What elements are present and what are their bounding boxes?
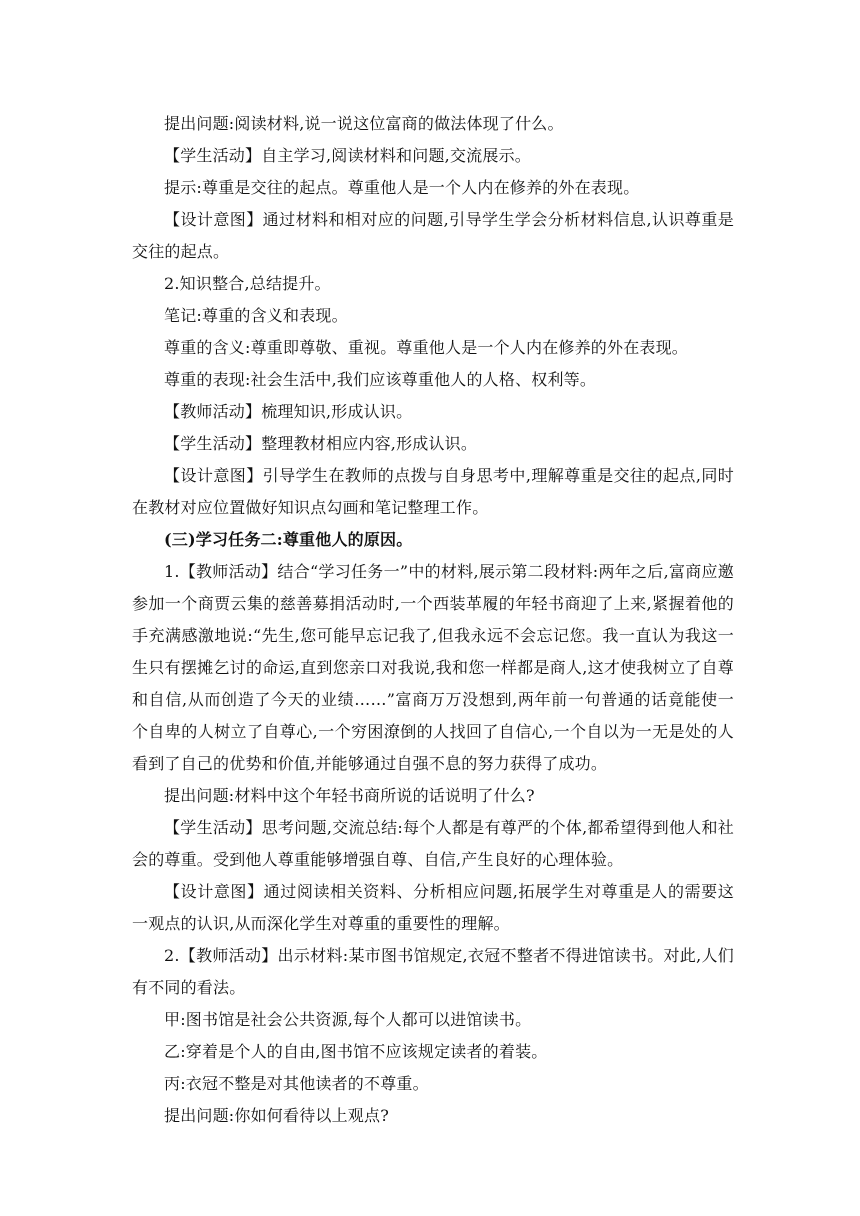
paragraph-teacher-activity-material: 1.【教师活动】结合“学习任务一”中的材料,展示第二段材料:两年之后,富商应邀参加一个商贾云集的慈善募捐活动时,一个西装革履的年轻书商迎了上来,紧握着他的手充满感激地说:“先生,您可能早忘记我了,但我永远不会忘记您。我一直认为我这一生只有摆摊乞讨的命运,直到您亲口对我说,我和您一样都是商人,这才使我树立了自尊和自信,从而创造了今天的业绩……”富商万万没想到,两年前一句普通的话竟能使一个自卑的人树立了自尊心,一个穷困潦倒的人找回了自信心,一个自以为一无是处的人看到了自己的优势和价值,并能够通过自强不息的努力获得了成功。	[132, 562, 734, 773]
paragraph-notes: 笔记:尊重的含义和表现。	[164, 306, 348, 325]
paragraph-question-2: 提出问题:材料中这个年轻书商所说的话说明了什么?	[164, 786, 535, 805]
document-body	[132, 108, 734, 1132]
paragraph-design-intent-1: 【设计意图】通过材料和相对应的问题,引导学生学会分析材料信息,认识尊重是交往的起点。	[132, 210, 734, 261]
paragraph-knowledge-integration: 2.知识整合,总结提升。	[164, 274, 331, 293]
paragraph-question-3: 提出问题:你如何看待以上观点?	[164, 1106, 389, 1125]
paragraph-student-activity-1: 【学生活动】自主学习,阅读材料和问题,交流展示。	[164, 146, 531, 165]
paragraph-meaning-of-respect: 尊重的含义:尊重即尊敬、重视。尊重他人是一个人内在修养的外在表现。	[164, 338, 688, 357]
paragraph-design-intent-3: 【设计意图】通过阅读相关资料、分析相应问题,拓展学生对尊重是人的需要这一观点的认识,从而深化学生对尊重的重要性的理解。	[132, 882, 734, 933]
paragraph-student-activity-2: 【学生活动】整理教材相应内容,形成认识。	[164, 434, 478, 453]
paragraph-teacher-activity-library: 2.【教师活动】出示材料:某市图书馆规定,衣冠不整者不得进馆读书。对此,人们有不同的看法。	[132, 946, 734, 997]
paragraph-student-activity-3: 【学生活动】思考问题,交流总结:每个人都是有尊严的个体,都希望得到他人和社会的尊重。受到他人尊重能够增强自尊、自信,产生良好的心理体验。	[132, 818, 734, 869]
paragraph-question-1: 提出问题:阅读材料,说一说这位富商的做法体现了什么。	[164, 114, 564, 133]
paragraph-teacher-activity-1: 【教师活动】梳理知识,形成认识。	[164, 402, 413, 421]
paragraph-design-intent-2: 【设计意图】引导学生在教师的点拨与自身思考中,理解尊重是交往的起点,同时在教材对应位置做好知识点勾画和笔记整理工作。	[132, 466, 734, 517]
paragraph-hint: 提示:尊重是交往的起点。尊重他人是一个人内在修养的外在表现。	[164, 178, 640, 197]
paragraph-expression-of-respect: 尊重的表现:社会生活中,我们应该尊重他人的人格、权利等。	[164, 370, 597, 389]
paragraph-view-jia: 甲:图书馆是社会公共资源,每个人都可以进馆读书。	[164, 1010, 532, 1029]
paragraph-view-bing: 丙:衣冠不整是对其他读者的不尊重。	[164, 1074, 429, 1093]
section-heading-task-2: (三)学习任务二:尊重他人的原因。	[164, 530, 413, 549]
paragraph-view-yi: 乙:穿着是个人的自由,图书馆不应该规定读者的着装。	[164, 1042, 548, 1061]
